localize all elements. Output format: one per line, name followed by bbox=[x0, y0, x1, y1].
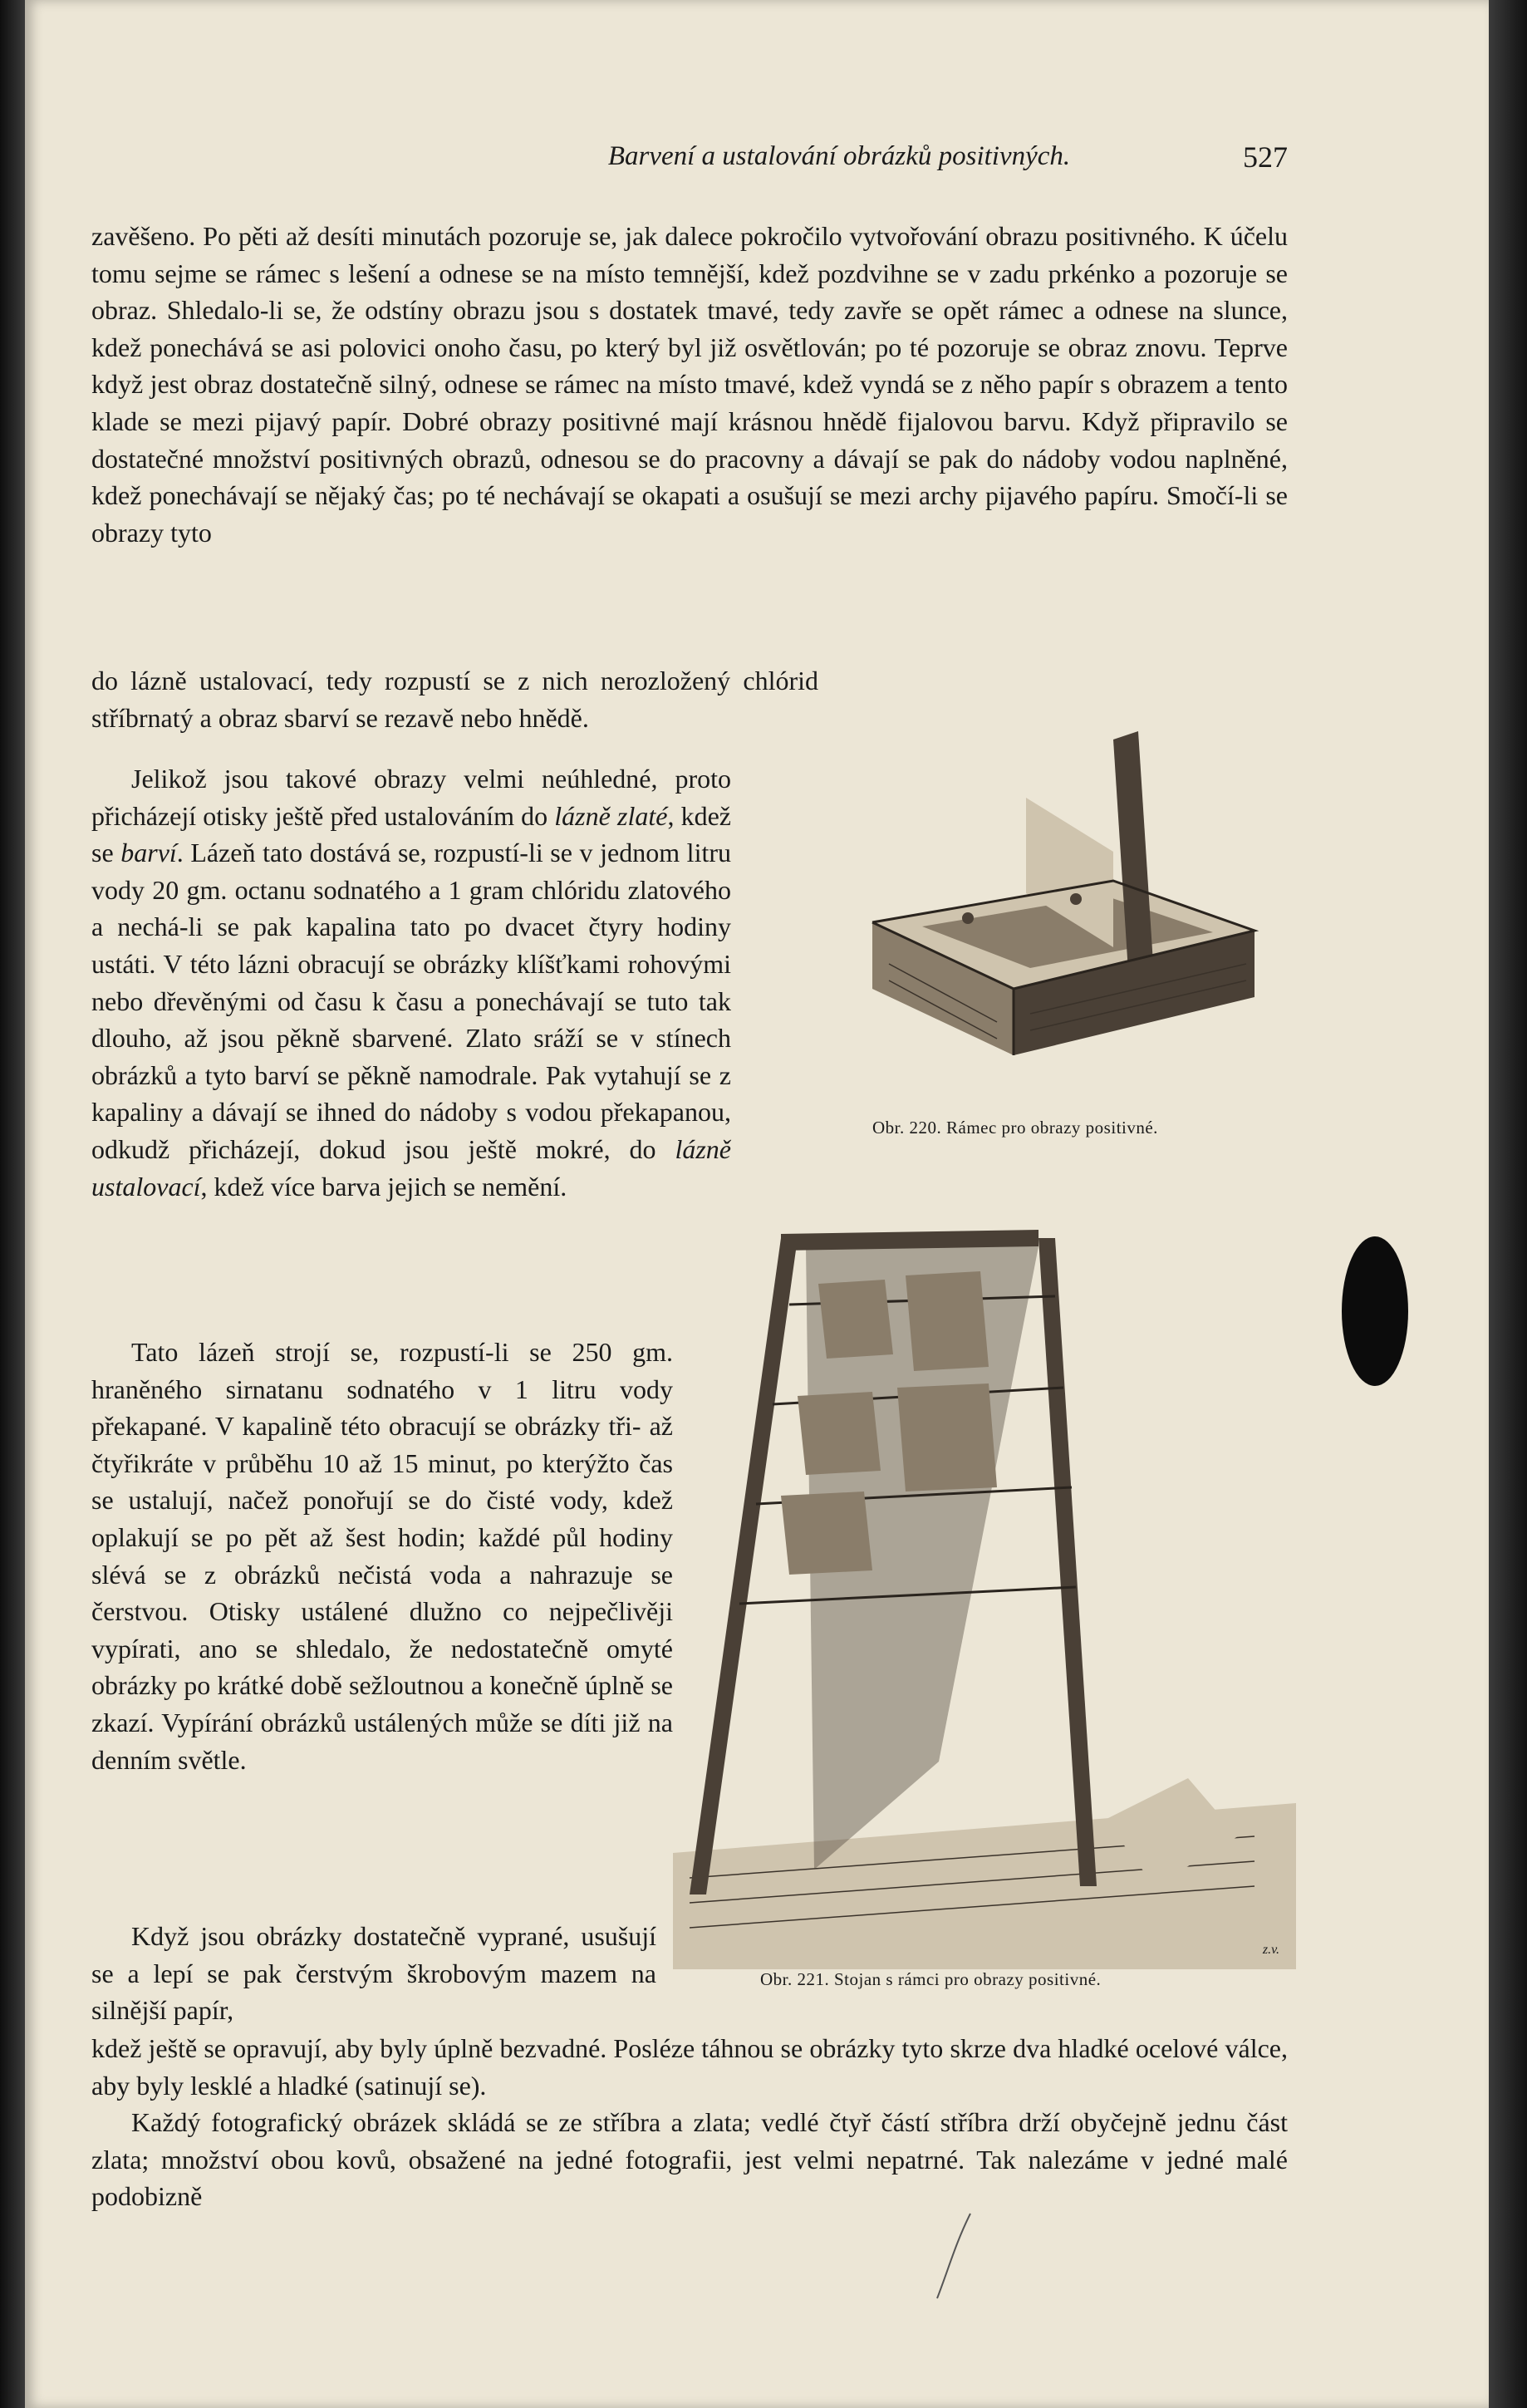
printing-frame-engraving bbox=[864, 715, 1296, 1113]
gold-text-2: , kdež se bbox=[91, 800, 732, 868]
gold-text-4: , kdež více barva jejich se nemění. bbox=[200, 1171, 567, 1202]
figure-221-caption: Obr. 221. Stojan s rámci pro obrazy positivné. bbox=[760, 1969, 1102, 1989]
paragraph-drying-end-block bbox=[91, 2030, 1288, 2215]
paragraph-continuation: do lázně ustalovací, tedy rozpustí se z nich nerozložený chlórid stříbrnatý a obraz sbarví se rezavě nebo hnědě. bbox=[91, 666, 818, 733]
stand-right-leg bbox=[1038, 1238, 1097, 1886]
figure-220-frame-illustration bbox=[864, 715, 1296, 1113]
stand-frame-2 bbox=[906, 1271, 989, 1371]
page-number: 527 bbox=[1243, 140, 1288, 174]
figure-221-stand-illustration bbox=[673, 1221, 1296, 1969]
paragraph-continuation-block bbox=[91, 662, 818, 736]
frame-clasp-right bbox=[1070, 893, 1082, 905]
running-title: Barvení a ustalování obrázků positivných. bbox=[607, 141, 1071, 171]
frame-clasp-left bbox=[962, 912, 974, 924]
stand-left-leg bbox=[690, 1238, 798, 1894]
printing-stand-engraving bbox=[673, 1221, 1296, 1969]
page-edge bbox=[1489, 0, 1527, 2408]
stand-frame-1 bbox=[818, 1280, 893, 1359]
paragraph-fixing-block bbox=[91, 1334, 673, 1778]
paragraph-observing: zavěšeno. Po pěti až desíti minutách pozoruje se, jak dalece pokročilo vytvořování obrazu positivného. K účelu tomu sejme se rámec s lešení a odnese se na místo temnější, kdež pozdvihne se v zadu prkénko a pozoruje se obraz. Shledalo-li se, že odstíny obrazu jsou s dostatek tmavé, tedy zavře se opět rámec a odnese na slunce, kdež ponechává se asi polovici onoho času, po který byl již osvětlován; po té pozoruje se obraz znovu. Teprve když jest obraz dostatečně silný, odnese se rámec na místo tmavé, kdež vyndá se z něho papír s obrazem a tento klade se mezi pijavý papír. Dobré obrazy positivné mají krásnou hnědě fijalovou barvu. Když připravilo se dostatečné množství positivných obrazů, odnesou se do pracovny a dávají se pak do nádoby vodou naplněné, kdež ponechávají se nějaký čas; po té nechávají se okapati a osušují se mezi archy pijavého papíru. Smočí-li se obrazy tyto bbox=[91, 221, 1288, 548]
term-lazne-ustalovaci: lázně ustalovací bbox=[91, 1133, 731, 1202]
term-lazne-zlate: lázně zlaté bbox=[554, 800, 668, 831]
paragraph-gold bbox=[91, 760, 731, 1205]
term-barvi: barví bbox=[120, 838, 177, 868]
paragraph-drying-end: kdež ještě se opravují, aby byly úplně bezvadné. Posléze táhnou se obrázky tyto skrze dva hladké ocelové válce, aby byly lesklé a hladké (satinují se). bbox=[91, 2033, 1288, 2101]
ink-blot-mark bbox=[1342, 1236, 1408, 1386]
pencil-mark bbox=[930, 2210, 980, 2302]
top-paragraph-block bbox=[91, 218, 1288, 551]
stand-frame-3 bbox=[798, 1392, 881, 1475]
book-spine-shadow bbox=[0, 0, 25, 2408]
gold-text-1: Jelikož jsou takové obrazy velmi neúhledné, proto přicházejí otisky ještě před ustalováním do bbox=[91, 764, 731, 831]
gold-text-3: . Lázeň tato dostává se, rozpustí-li se v jednom litru vody 20 gm. octanu sodnatého a 1 gram chlóridu zlatového a nechá-li se pak kapalina tato po dvacet čtyry hodiny ustáti. V této lázni obracují se obrázky klíšťkami rohovými nebo dřevěnými od času k času a ponechávají se tuto tak dlouho, až jsou pěkně sbarvené. Zlato sráží se v stínech obrázků a tyto barví se pěkně namodrale. Pak vytahují se z kapaliny a dávají se ihned do nádoby s vodou překapanou, odkudž přicházejí, dokud jsou ještě mokré, do bbox=[91, 838, 732, 1164]
paragraph-drying-start-block bbox=[91, 1918, 656, 2029]
figure-220-caption: Obr. 220. Rámec pro obrazy positivné. bbox=[872, 1118, 1158, 1138]
paragraph-drying-start: Když jsou obrázky dostatečně vyprané, usušují se a lepí se pak čerstvým škrobovým mazem na silnější papír, bbox=[91, 1921, 656, 2026]
stand-frame-4 bbox=[897, 1383, 997, 1491]
paragraph-last: Každý fotografický obrázek skládá se ze stříbra a zlata; vedlé čtyř částí stříbra drží obyčejně jednu část zlata; množství obou kovů, obsažené na jedné fotografii, jest velmi nepatrné. Tak nalezáme v jedné malé podobizně bbox=[91, 2107, 1288, 2212]
stand-frame-5 bbox=[781, 1491, 872, 1575]
figure-221-signature: z.v. bbox=[1262, 1943, 1279, 1957]
pencil-stroke bbox=[937, 2214, 970, 2298]
paragraph-gold-bath bbox=[91, 760, 731, 1205]
paragraph-fixing: Tato lázeň strojí se, rozpustí-li se 250 gm. hraněného sirnatanu sodnatého v 1 litru vody překapané. V kapalině této obracují se obrázky tři- až čtyřikráte v průběhu 10 až 15 minut, po kterýžto čas se ustalují, načež ponořují se do čisté vody, kdež oplakují se po pět až šest hodin; každé půl hodiny slévá se z obrázků nečistá voda a nahrazuje se čerstvou. Otisky ustálené dlužno co nejpečlivěji vypírati, ano se shledalo, že nedostatečně omyté obrázky po krátké době sežloutnou a konečně úplně se zkazí. Vypírání obrázků ustálených může se díti již na denním světle. bbox=[91, 1337, 673, 1775]
